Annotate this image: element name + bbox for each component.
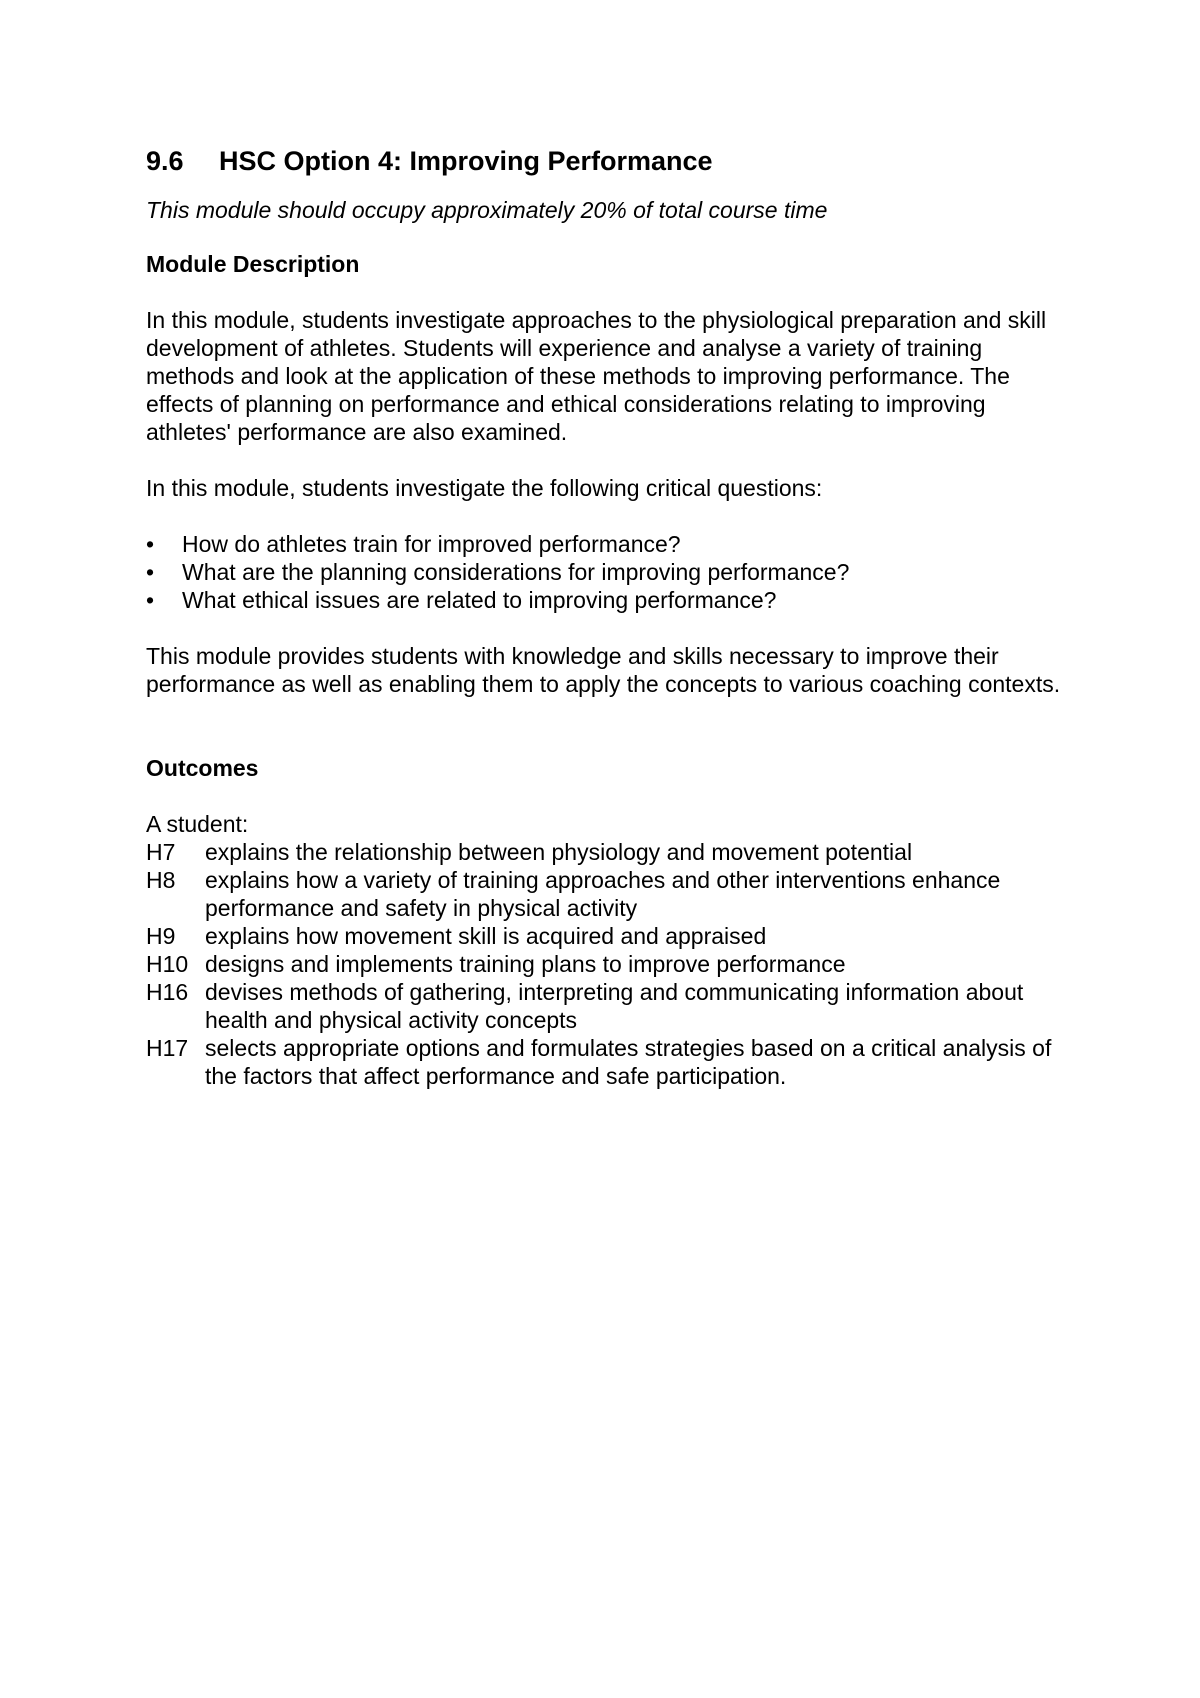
bullet-icon: • (146, 531, 155, 557)
time-allocation-note: This module should occupy approximately 20% of total course time (146, 197, 828, 223)
list-item (146, 922, 1076, 950)
list-item (146, 838, 1076, 866)
outcome-text: explains the relationship between physiology and movement potential (205, 839, 913, 865)
bullet-icon: • (146, 559, 155, 585)
section-number: 9.6 (146, 146, 184, 176)
outcome-code: H16 (146, 979, 189, 1005)
outcomes-list (146, 838, 1076, 1090)
question-text: How do athletes train for improved performance? (182, 531, 681, 557)
outcome-text: explains how movement skill is acquired and appraised (205, 923, 767, 949)
outcome-text: explains how a variety of training approaches and other interventions enhance performance and safety in physical activity (205, 867, 1001, 921)
list-item (146, 950, 1076, 978)
list-item (146, 1034, 1076, 1090)
outcome-text: designs and implements training plans to improve performance (205, 951, 846, 977)
module-description-paragraph: In this module, students investigate approaches to the physiological preparation and skill development of athletes. Students will experience and analyse a variety of training methods and look at the application of these methods to improving performance. The effects of planning on performance and ethical considerations relating to improving athletes' performance are also examined. (146, 307, 1047, 445)
question-text: What are the planning considerations for improving performance? (182, 559, 850, 585)
module-summary-paragraph: This module provides students with knowledge and skills necessary to improve their performance as well as enabling them to apply the concepts to various coaching contexts. (146, 643, 1061, 697)
outcomes-title: Outcomes (146, 755, 259, 781)
outcome-text: selects appropriate options and formulates strategies based on a critical analysis of the factors that affect performance and safe participation. (205, 1035, 1052, 1089)
section-heading (146, 140, 1076, 182)
list-item (146, 586, 1076, 614)
outcome-code: H9 (146, 923, 176, 949)
outcomes-intro: A student: (146, 811, 249, 837)
bullet-icon: • (146, 587, 155, 613)
critical-questions-list (146, 530, 1076, 614)
module-description-title: Module Description (146, 251, 360, 277)
section-title: HSC Option 4: Improving Performance (219, 146, 713, 176)
outcome-code: H10 (146, 951, 189, 977)
list-item (146, 978, 1076, 1034)
outcome-text: devises methods of gathering, interpreting and communicating information about health and physical activity concepts (205, 979, 1024, 1033)
critical-questions-intro: In this module, students investigate the following critical questions: (146, 475, 823, 501)
document-page (146, 140, 1076, 1090)
list-item (146, 866, 1076, 922)
list-item (146, 558, 1076, 586)
outcome-code: H17 (146, 1035, 189, 1061)
list-item (146, 530, 1076, 558)
outcome-code: H8 (146, 867, 176, 893)
outcome-code: H7 (146, 839, 176, 865)
question-text: What ethical issues are related to improving performance? (182, 587, 777, 613)
